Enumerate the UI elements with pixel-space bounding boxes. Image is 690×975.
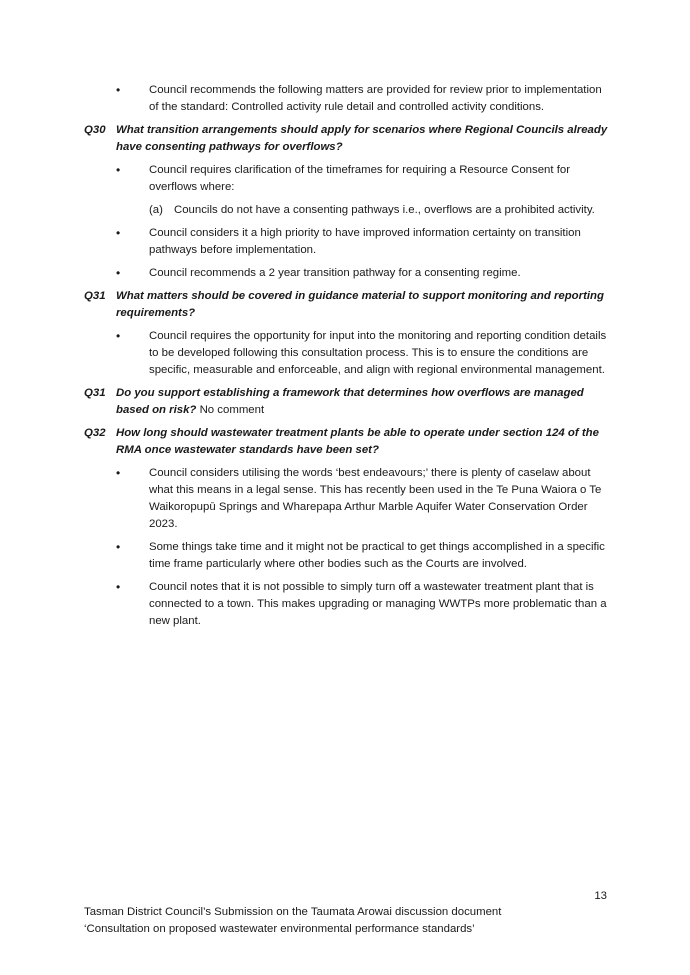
bullet-item <box>0 265 690 282</box>
bullet-symbol: • <box>116 266 121 280</box>
bullet-symbol: • <box>116 83 121 97</box>
bullet-text: Council recommends a 2 year transition pathway for a consenting regime. <box>149 267 521 279</box>
question-text: What matters should be covered in guidance material to support monitoring and reporting requirements? <box>116 290 604 319</box>
bullet-symbol: • <box>116 540 121 554</box>
page-footer <box>84 904 624 938</box>
sub-item <box>0 202 690 219</box>
question-q31-framework <box>0 385 690 419</box>
question-number: Q31 <box>84 387 106 399</box>
bullet-text: Council notes that it is not possible to simply turn off a wastewater treatment plant that is connected to a town. This makes upgrading or managing WWTPs more problematic than a new plant. <box>149 581 607 627</box>
footer-line: ‘Consultation on proposed wastewater environmental performance standards’ <box>84 923 475 935</box>
question-q30 <box>0 122 690 156</box>
question-number: Q31 <box>84 290 106 302</box>
question-q32 <box>0 425 690 459</box>
bullet-item <box>0 328 690 379</box>
question-text: How long should wastewater treatment plants be able to operate under section 124 of the RMA once wastewater standards have been set? <box>116 427 599 456</box>
bullet-item <box>0 465 690 533</box>
bullet-item <box>0 162 690 196</box>
bullet-symbol: • <box>116 329 121 343</box>
bullet-text: Council considers utilising the words ‘best endeavours;’ there is plenty of caselaw about what this means in a legal sense. This has recently been used in the Te Puna Waiora o Te Waikoropupū Springs and Wharepapa Arthur Marble Aquifer Water Conservation Order 2023. <box>149 467 602 530</box>
bullet-item <box>0 82 690 116</box>
bullet-text: Some things take time and it might not be practical to get things accomplished in a specific time frame particularly where other bodies such as the Courts are involved. <box>149 541 605 570</box>
bullet-item <box>0 225 690 259</box>
question-text: What transition arrangements should apply for scenarios where Regional Councils already have consenting pathways for overflows? <box>116 124 608 153</box>
question-q31-guidance <box>0 288 690 322</box>
page-number: 13 <box>594 890 607 902</box>
bullet-text: Council recommends the following matters are provided for review prior to implementation of the standard: Controlled activity rule detail and controlled activity conditions. <box>149 84 602 113</box>
question-number: Q32 <box>84 427 106 439</box>
bullet-text: Council requires clarification of the timeframes for requiring a Resource Consent for overflows where: <box>149 164 571 193</box>
document-body <box>0 82 690 636</box>
question-answer: No comment <box>196 404 265 416</box>
bullet-symbol: • <box>116 580 121 594</box>
bullet-item <box>0 539 690 573</box>
bullet-symbol: • <box>116 466 121 480</box>
bullet-symbol: • <box>116 226 121 240</box>
question-number: Q30 <box>84 124 106 136</box>
bullet-item <box>0 579 690 630</box>
question-text: Do you support establishing a framework that determines how overflows are managed based on risk? <box>116 387 584 416</box>
bullet-text: Council requires the opportunity for input into the monitoring and reporting condition details to be developed following this consultation process. This is to ensure the conditions are specific, measurable and enforceable, and align with regional environmental management. <box>149 330 607 376</box>
footer-line: Tasman District Council’s Submission on the Taumata Arowai discussion document <box>84 906 502 918</box>
bullet-text: Council considers it a high priority to have improved information certainty on transition pathways before implementation. <box>149 227 581 256</box>
sub-item-marker: (a) <box>149 204 163 216</box>
bullet-symbol: • <box>116 163 121 177</box>
sub-item-text: Councils do not have a consenting pathways i.e., overflows are a prohibited activity. <box>174 204 595 216</box>
